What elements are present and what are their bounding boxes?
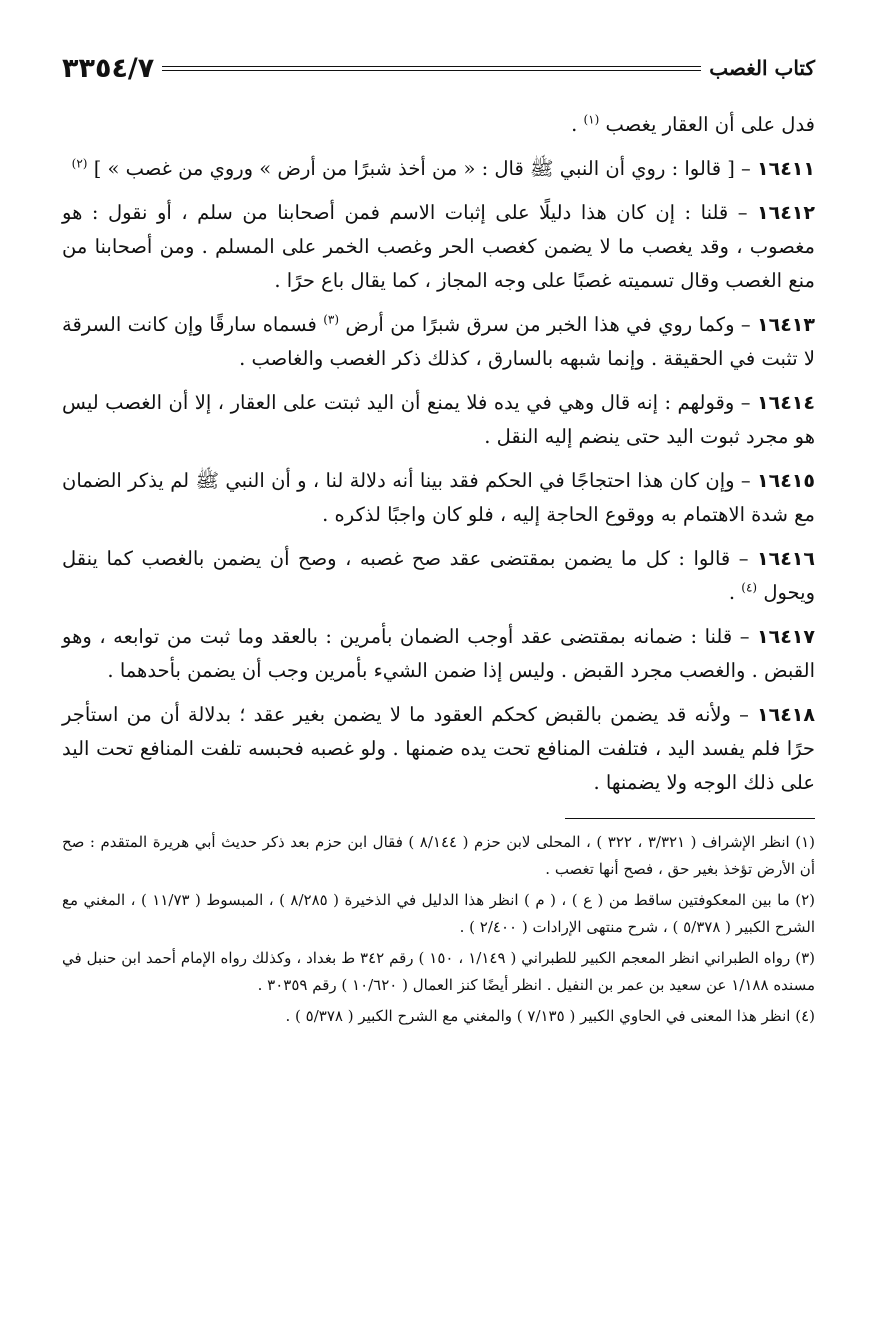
paragraph bbox=[62, 464, 815, 532]
footnote-ref[interactable]: (٣) bbox=[323, 312, 340, 327]
paragraph-number: ١٦٤١٣ bbox=[757, 314, 815, 336]
footnote: (٢) ما بين المعكوفتين ساقط من ( ع ) ، ( م ) انظر هذا الدليل في الذخيرة ( ٨/٢٨٥ ) ، المبسوط ( ١١/٧٣ ) ، المغني مع الشرح الكبير ( ٥/٣٧٨ ) ، شرح منتهى الإرادات ( ٢/٤٠٠ ) . bbox=[62, 891, 815, 936]
paragraph bbox=[62, 620, 815, 688]
main-text bbox=[62, 108, 815, 800]
paragraph-number: ١٦٤١٨ bbox=[757, 704, 815, 726]
paragraph-text: – وإن كان هذا احتجاجًا في الحكم فقد بينا أنه دلالة لنا ، و أن النبي ﷺ لم يذكر الضمان مع شدة الاهتمام به ووقوع الحاجة إليه ، فلو كان واجبًا لذكره . bbox=[62, 469, 815, 526]
paragraph-text: – قالوا : كل ما يضمن بمقتضى عقد صح غصبه ، وصح أن يضمن بالغصب كما ينقل ويحول bbox=[62, 547, 815, 604]
paragraph-text: – ولأنه قد يضمن بالقبض كحكم العقود ما لا يضمن بغير عقد ؛ بدلالة أن من استأجر حرًا فلم يفسد اليد ، فتلفت المنافع تحت يده ضمنها . ولو غصبه فحبسه تلفت المنافع تحت اليد على ذلك الوجه ولا يضمنها . bbox=[62, 703, 815, 794]
paragraph-tail: . bbox=[728, 581, 742, 604]
paragraph-number: ١٦٤١٤ bbox=[757, 392, 815, 414]
paragraph-number: ١٦٤١١ bbox=[757, 158, 815, 180]
paragraph-tail: . bbox=[571, 113, 584, 136]
paragraph-text: – وقولهم : إنه قال وهي في يده فلا يمنع أن اليد ثبتت على العقار ، إلا أن الغصب ليس هو مجرد ثبوت اليد حتى ينضم إليه النقل . bbox=[62, 391, 815, 448]
paragraph bbox=[62, 152, 815, 186]
footnote: (٤) انظر هذا المعنى في الحاوي الكبير ( ٧/١٣٥ ) والمغني مع الشرح الكبير ( ٥/٣٧٨ ) . bbox=[285, 1007, 815, 1025]
paragraph-text: – قلنا : ضمانه بمقتضى عقد أوجب الضمان بأمرين : بالعقد وما ثبت من توابعه ، وهو القبض . والغصب مجرد القبض . وليس إذا ضمن الشيء بأمرين وجب أن يضمن بأحدهما . bbox=[62, 625, 815, 682]
footnote-ref[interactable]: (٤) bbox=[741, 580, 758, 595]
paragraph bbox=[62, 108, 815, 142]
paragraph bbox=[62, 386, 815, 454]
page-number: ٣٣٥٤/٧ bbox=[62, 52, 155, 84]
paragraph-tail: فسماه سارقًا وإن كانت السرقة لا تثبت في الحقيقة . وإنما شبهه بالسارق ، كذلك ذكر الغصب والغاصب . bbox=[62, 313, 815, 370]
paragraph-text: – [ قالوا : روي أن النبي ﷺ قال : « من أخذ شبرًا من أرض » وروي من غصب » ] bbox=[93, 157, 758, 180]
paragraph-text: – قلنا : إن كان هذا دليلًا على إثبات الاسم فمن أصحابنا من سلم ، أو نقول : هو مغصوب ، وقد يغصب ما لا يضمن كغصب الحر وغصب الخمر على المسلم . ومن أصحابنا من منع الغصب وقال تسميته غصبًا على وجه المجاز ، كما يقال باع حرًا . bbox=[62, 201, 815, 292]
paragraph-number: ١٦٤١٦ bbox=[757, 548, 815, 570]
footnotes-section bbox=[62, 829, 815, 1030]
footnote-ref[interactable]: (٢) bbox=[71, 156, 88, 171]
paragraph-text: فدل على أن العقار يغصب bbox=[605, 113, 815, 136]
footnote-divider bbox=[565, 818, 815, 819]
paragraph bbox=[62, 308, 815, 376]
paragraph-number: ١٦٤١٧ bbox=[757, 626, 815, 648]
header-rule bbox=[162, 66, 701, 71]
paragraph-number: ١٦٤١٥ bbox=[757, 470, 815, 492]
footnote: (١) انظر الإشراف ( ٣/٣٢١ ، ٣٢٢ ) ، المحلى لابن حزم ( ٨/١٤٤ ) فقال ابن حزم بعد ذكر حديث أبي هريرة المتقدم : صح أن الأرض تؤخذ بغير حق ، فصح أنها تغصب . bbox=[62, 833, 816, 878]
paragraph bbox=[62, 542, 815, 610]
paragraph-text: – وكما روي في هذا الخبر من سرق شبرًا من أرض bbox=[345, 313, 757, 336]
paragraph bbox=[62, 196, 815, 298]
footnote-ref[interactable]: (١) bbox=[583, 112, 600, 127]
paragraph-number: ١٦٤١٢ bbox=[757, 202, 815, 224]
footnote: (٣) رواه الطبراني انظر المعجم الكبير للطبراني ( ١/١٤٩ ، ١٥٠ ) رقم ٣٤٢ ط بغداد ، وكذلك رواه الإمام أحمد ابن حنبل في مسنده ١/١٨٨ عن سعيد بن عمر بن النفيل . انظر أيضًا كنز العمال ( ١٠/٦٢٠ ) رقم ٣٠٣٥٩ . bbox=[62, 949, 815, 994]
paragraph bbox=[62, 698, 815, 800]
page-header bbox=[62, 46, 815, 90]
running-title: كتاب الغصب bbox=[709, 56, 815, 80]
